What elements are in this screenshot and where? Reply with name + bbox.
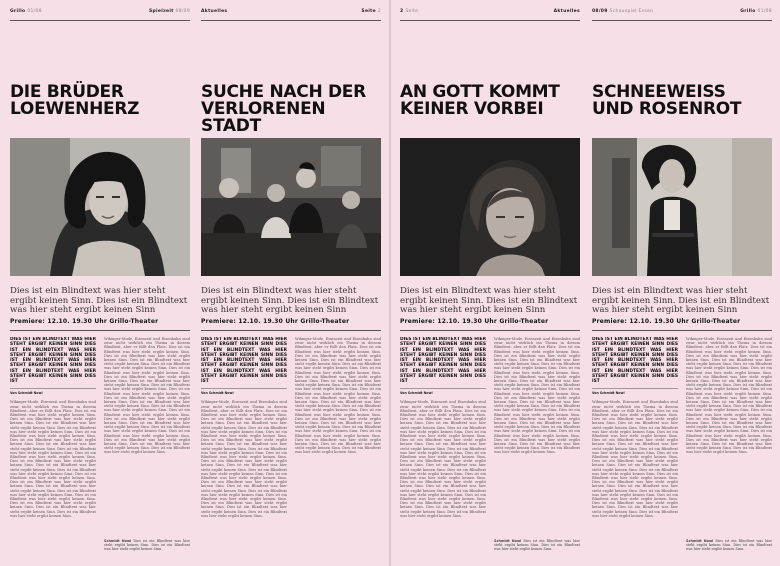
body-text: Wikinger-Mode, Eisenzeit und Eisenbahn sind zwar nicht wirklich ein Thema in diesem Blindtext, aber er füllt den Platz. Dies ist ein Blindtext was hier steht ergibt keinen Sinn. Dies ist ein Blindtext was hier steht ergibt keinen Sinn. Dies ist ein Blindtext was hier steht ergibt keinen Sinn. Dies ist ein Blindtext was hier steht ergibt keinen Sinn. Dies ist ein Blindtext was hier steht ergibt keinen Sinn. Dies ist ein Blindtext was hier steht ergibt keinen Sinn. Dies ist ein Blindtext was hier steht ergibt keinen Sinn. Dies ist ein Blindtext was hier steht ergibt keinen Sinn. Dies ist ein Blindtext was hier steht ergibt keinen Sinn. Dies ist ein Blindtext was hier steht ergibt keinen Sinn. Dies ist ein Blindtext was hier steht ergibt keinen Sinn. Dies ist ein Blindtext was hier steht ergibt keinen Sinn. Dies ist ein Blindtext was hier steht ergibt keinen Sinn. Dies ist ein Blindtext was hier steht ergibt keinen Sinn. Dies ist ein Blindtext was hier steht ergibt keinen Sinn. Dies ist ein Blindtext was hier steht ergibt keinen Sinn. Dies ist ein Blindtext was hier steht ergibt keinen Sinn. Dies ist ein Blindtext was hier steht ergibt keinen Sinn. Dies ist ein Blindtext was hier steht ergibt keinen Sinn. Dies ist ein Blindtext was hier steht ergibt keinen Sinn. — [201, 400, 287, 518]
footnote — [494, 539, 580, 551]
byline: Von Schmidt Nowl — [10, 391, 43, 396]
text-column-right — [686, 337, 772, 553]
running-head — [400, 9, 580, 19]
text-column-right — [104, 337, 190, 553]
top-rule — [201, 20, 381, 21]
text-column-left — [592, 337, 678, 553]
byline: Von Schmidt Nowl — [201, 391, 234, 396]
page-2 — [201, 0, 381, 566]
lead-paragraph: Dies ist ein Blindtext was hier steht ergibt keinen Sinn. Dies ist ein Blindtext was hier steht ergibt keinen Sinn — [10, 286, 188, 316]
mid-rule — [592, 330, 772, 331]
lead-paragraph: Dies ist ein Blindtext was hier steht ergibt keinen Sinn. Dies ist ein Blindtext was hier steht ergibt keinen Sinn — [592, 286, 770, 316]
body-text: Wikinger-Mode, Eisenzeit und Eisenbahn sind zwar nicht wirklich ein Thema in diesem Blindtext, aber er füllt den Platz. Dies ist ein Blindtext was hier steht ergibt keinen Sinn. Dies ist ein Blindtext was hier steht ergibt keinen Sinn. Dies ist ein Blindtext was hier steht ergibt keinen Sinn. Dies ist ein Blindtext was hier steht ergibt keinen Sinn. Dies ist ein Blindtext was hier steht ergibt keinen Sinn. Dies ist ein Blindtext was hier steht ergibt keinen Sinn. Dies ist ein Blindtext was hier steht ergibt keinen Sinn. Dies ist ein Blindtext was hier steht ergibt keinen Sinn. Dies ist ein Blindtext was hier steht ergibt keinen Sinn. Dies ist ein Blindtext was hier steht ergibt keinen Sinn. Dies ist ein Blindtext was hier steht ergibt keinen Sinn. Dies ist ein Blindtext was hier steht ergibt keinen Sinn. Dies ist ein Blindtext was hier steht ergibt keinen Sinn. Dies ist ein Blindtext was hier steht ergibt keinen Sinn. Dies ist ein Blindtext was hier steht ergibt keinen Sinn. Dies ist ein Blindtext was hier steht ergibt keinen Sinn. Dies ist ein Blindtext was hier steht ergibt keinen Sinn. Dies ist ein Blindtext was hier steht ergibt keinen Sinn. Dies ist ein Blindtext was hier steht ergibt keinen Sinn. Dies ist ein Blindtext was hier steht ergibt keinen Sinn. — [494, 337, 580, 455]
premiere-line: Premiere: 12.10. 19.30 Uhr Grillo-Theater — [592, 318, 741, 325]
running-head-right-label: Aktuelles — [553, 9, 580, 14]
running-head-left-label: Grillo — [10, 9, 26, 14]
running-head-left-number: Seite — [405, 9, 419, 14]
headline: SCHNEEWEISS UND ROSENROT — [592, 82, 742, 119]
mid-rule — [400, 330, 580, 331]
page-1 — [10, 0, 190, 566]
spread-gutter — [389, 0, 391, 566]
running-head-right-label: Spielzeit — [148, 9, 174, 14]
headline: AN GOTT KOMMT KEINER VORBEI — [400, 82, 560, 119]
top-rule — [592, 20, 772, 21]
top-rule — [400, 20, 580, 21]
top-rule — [10, 20, 190, 21]
intro-text: DIES IST EIN BLINDTEXT WAS HIER STEHT ERGIBT KEINEN SINN DIES IST EIN BLINDTEXT WAS HIER STEHT ERGIBT KEINEN SINN DIES IST EIN BLINDTEXT WAS HIER STEHT ERGIBT KEINEN SINN DIES IST EIN BLINDTEXT WAS HIER STEHT ERGIBT KEINEN SINN DIES IST — [592, 337, 678, 385]
footnote-text: Dies ist ein Blindtext was hier steht ergibt keinen Sinn. Dies ist ein Blindtext was hier steht ergibt keinen Sinn. — [686, 539, 772, 551]
footnote-text: Dies ist ein Blindtext was hier steht ergibt keinen Sinn. Dies ist ein Blindtext was hier steht ergibt keinen Sinn. — [494, 539, 580, 551]
running-head — [10, 9, 190, 19]
running-head — [592, 9, 772, 19]
text-column-left — [10, 337, 96, 553]
running-head-left-number: 01/08 — [27, 9, 42, 14]
separator — [10, 388, 96, 389]
body-text: Wikinger-Mode, Eisenzeit und Eisenbahn sind zwar nicht wirklich ein Thema in diesem Blindtext, aber er füllt den Platz. Dies ist ein Blindtext was hier steht ergibt keinen Sinn. Dies ist ein Blindtext was hier steht ergibt keinen Sinn. Dies ist ein Blindtext was hier steht ergibt keinen Sinn. Dies ist ein Blindtext was hier steht ergibt keinen Sinn. Dies ist ein Blindtext was hier steht ergibt keinen Sinn. Dies ist ein Blindtext was hier steht ergibt keinen Sinn. Dies ist ein Blindtext was hier steht ergibt keinen Sinn. Dies ist ein Blindtext was hier steht ergibt keinen Sinn. Dies ist ein Blindtext was hier steht ergibt keinen Sinn. Dies ist ein Blindtext was hier steht ergibt keinen Sinn. Dies ist ein Blindtext was hier steht ergibt keinen Sinn. Dies ist ein Blindtext was hier steht ergibt keinen Sinn. Dies ist ein Blindtext was hier steht ergibt keinen Sinn. Dies ist ein Blindtext was hier steht ergibt keinen Sinn. Dies ist ein Blindtext was hier steht ergibt keinen Sinn. Dies ist ein Blindtext was hier steht ergibt keinen Sinn. Dies ist ein Blindtext was hier steht ergibt keinen Sinn. Dies ist ein Blindtext was hier steht ergibt keinen Sinn. Dies ist ein Blindtext was hier steht ergibt keinen Sinn. Dies ist ein Blindtext was hier steht ergibt keinen Sinn. — [686, 337, 772, 455]
running-head-right-label: Seite — [361, 9, 376, 14]
photo-group-of-people-room — [201, 138, 381, 276]
separator — [201, 388, 287, 389]
running-head-right-number: 01/08 — [757, 9, 772, 14]
premiere-line: Premiere: 12.10. 19.30 Uhr Grillo-Theater — [10, 318, 159, 325]
body-text: Wikinger-Mode, Eisenzeit und Eisenbahn sind zwar nicht wirklich ein Thema in diesem Blindtext, aber er füllt den Platz. Dies ist ein Blindtext was hier steht ergibt keinen Sinn. Dies ist ein Blindtext was hier steht ergibt keinen Sinn. Dies ist ein Blindtext was hier steht ergibt keinen Sinn. Dies ist ein Blindtext was hier steht ergibt keinen Sinn. Dies ist ein Blindtext was hier steht ergibt keinen Sinn. Dies ist ein Blindtext was hier steht ergibt keinen Sinn. Dies ist ein Blindtext was hier steht ergibt keinen Sinn. Dies ist ein Blindtext was hier steht ergibt keinen Sinn. Dies ist ein Blindtext was hier steht ergibt keinen Sinn. Dies ist ein Blindtext was hier steht ergibt keinen Sinn. Dies ist ein Blindtext was hier steht ergibt keinen Sinn. Dies ist ein Blindtext was hier steht ergibt keinen Sinn. Dies ist ein Blindtext was hier steht ergibt keinen Sinn. Dies ist ein Blindtext was hier steht ergibt keinen Sinn. Dies ist ein Blindtext was hier steht ergibt keinen Sinn. Dies ist ein Blindtext was hier steht ergibt keinen Sinn. Dies ist ein Blindtext was hier steht ergibt keinen Sinn. Dies ist ein Blindtext was hier steht ergibt keinen Sinn. Dies ist ein Blindtext was hier steht ergibt keinen Sinn. Dies ist ein Blindtext was hier steht ergibt keinen Sinn. — [104, 337, 190, 455]
running-head-left-label: 08/09 — [592, 9, 608, 14]
headline: DIE BRÜDER LOEWENHERZ — [10, 82, 140, 119]
photo-portrait-woman-looking-down — [400, 138, 580, 276]
lead-paragraph: Dies ist ein Blindtext was hier steht ergibt keinen Sinn. Dies ist ein Blindtext was hier steht ergibt keinen Sinn — [201, 286, 379, 316]
separator — [400, 388, 486, 389]
premiere-line: Premiere: 12.10. 19.30 Uhr Grillo-Theater — [201, 318, 350, 325]
running-head-left-label: Aktuelles — [201, 9, 228, 14]
running-head-left-number: Schauspiel Essen — [609, 9, 654, 14]
byline: Von Schmidt Nowl — [400, 391, 433, 396]
footnote-label: Schmidt Nowl — [686, 539, 714, 543]
footnote-label: Schmidt Nowl — [494, 539, 522, 543]
page-4 — [592, 0, 772, 566]
text-column-left — [201, 337, 287, 553]
premiere-line: Premiere: 12.10. 19.30 Uhr Grillo-Theater — [400, 318, 549, 325]
photo-portrait-long-hair-man — [10, 138, 190, 276]
footnote-label: Schmidt Nowl — [104, 539, 132, 543]
byline: Von Schmidt Nowl — [592, 391, 625, 396]
body-text: Wikinger-Mode, Eisenzeit und Eisenbahn sind zwar nicht wirklich ein Thema in diesem Blindtext, aber er füllt den Platz. Dies ist ein Blindtext was hier steht ergibt keinen Sinn. Dies ist ein Blindtext was hier steht ergibt keinen Sinn. Dies ist ein Blindtext was hier steht ergibt keinen Sinn. Dies ist ein Blindtext was hier steht ergibt keinen Sinn. Dies ist ein Blindtext was hier steht ergibt keinen Sinn. Dies ist ein Blindtext was hier steht ergibt keinen Sinn. Dies ist ein Blindtext was hier steht ergibt keinen Sinn. Dies ist ein Blindtext was hier steht ergibt keinen Sinn. Dies ist ein Blindtext was hier steht ergibt keinen Sinn. Dies ist ein Blindtext was hier steht ergibt keinen Sinn. Dies ist ein Blindtext was hier steht ergibt keinen Sinn. Dies ist ein Blindtext was hier steht ergibt keinen Sinn. Dies ist ein Blindtext was hier steht ergibt keinen Sinn. Dies ist ein Blindtext was hier steht ergibt keinen Sinn. Dies ist ein Blindtext was hier steht ergibt keinen Sinn. Dies ist ein Blindtext was hier steht ergibt keinen Sinn. Dies ist ein Blindtext was hier steht ergibt keinen Sinn. Dies ist ein Blindtext was hier steht ergibt keinen Sinn. Dies ist ein Blindtext was hier steht ergibt keinen Sinn. Dies ist ein Blindtext was hier steht ergibt keinen Sinn. — [400, 400, 486, 518]
lead-paragraph: Dies ist ein Blindtext was hier steht ergibt keinen Sinn. Dies ist ein Blindtext was hier steht ergibt keinen Sinn — [400, 286, 578, 316]
running-head — [201, 9, 381, 19]
running-head-right-number: 2 — [377, 9, 381, 14]
running-head-left-label: 2 — [400, 9, 404, 14]
mid-rule — [10, 330, 190, 331]
footnote — [104, 539, 190, 551]
body-text: Wikinger-Mode, Eisenzeit und Eisenbahn sind zwar nicht wirklich ein Thema in diesem Blindtext, aber er füllt den Platz. Dies ist ein Blindtext was hier steht ergibt keinen Sinn. Dies ist ein Blindtext was hier steht ergibt keinen Sinn. Dies ist ein Blindtext was hier steht ergibt keinen Sinn. Dies ist ein Blindtext was hier steht ergibt keinen Sinn. Dies ist ein Blindtext was hier steht ergibt keinen Sinn. Dies ist ein Blindtext was hier steht ergibt keinen Sinn. Dies ist ein Blindtext was hier steht ergibt keinen Sinn. Dies ist ein Blindtext was hier steht ergibt keinen Sinn. Dies ist ein Blindtext was hier steht ergibt keinen Sinn. Dies ist ein Blindtext was hier steht ergibt keinen Sinn. Dies ist ein Blindtext was hier steht ergibt keinen Sinn. Dies ist ein Blindtext was hier steht ergibt keinen Sinn. Dies ist ein Blindtext was hier steht ergibt keinen Sinn. Dies ist ein Blindtext was hier steht ergibt keinen Sinn. Dies ist ein Blindtext was hier steht ergibt keinen Sinn. Dies ist ein Blindtext was hier steht ergibt keinen Sinn. Dies ist ein Blindtext was hier steht ergibt keinen Sinn. Dies ist ein Blindtext was hier steht ergibt keinen Sinn. Dies ist ein Blindtext was hier steht ergibt keinen Sinn. Dies ist ein Blindtext was hier steht ergibt keinen Sinn. — [295, 337, 381, 455]
text-column-left — [400, 337, 486, 553]
footnote — [686, 539, 772, 551]
footnote-text: Dies ist ein Blindtext was hier steht ergibt keinen Sinn. Dies ist ein Blindtext was hier steht ergibt keinen Sinn. — [104, 539, 190, 551]
mid-rule — [201, 330, 381, 331]
headline: SUCHE NACH DER VERLORENEN STADT — [201, 82, 366, 136]
body-text: Wikinger-Mode, Eisenzeit und Eisenbahn sind zwar nicht wirklich ein Thema in diesem Blindtext, aber er füllt den Platz. Dies ist ein Blindtext was hier steht ergibt keinen Sinn. Dies ist ein Blindtext was hier steht ergibt keinen Sinn. Dies ist ein Blindtext was hier steht ergibt keinen Sinn. Dies ist ein Blindtext was hier steht ergibt keinen Sinn. Dies ist ein Blindtext was hier steht ergibt keinen Sinn. Dies ist ein Blindtext was hier steht ergibt keinen Sinn. Dies ist ein Blindtext was hier steht ergibt keinen Sinn. Dies ist ein Blindtext was hier steht ergibt keinen Sinn. Dies ist ein Blindtext was hier steht ergibt keinen Sinn. Dies ist ein Blindtext was hier steht ergibt keinen Sinn. Dies ist ein Blindtext was hier steht ergibt keinen Sinn. Dies ist ein Blindtext was hier steht ergibt keinen Sinn. Dies ist ein Blindtext was hier steht ergibt keinen Sinn. Dies ist ein Blindtext was hier steht ergibt keinen Sinn. Dies ist ein Blindtext was hier steht ergibt keinen Sinn. Dies ist ein Blindtext was hier steht ergibt keinen Sinn. Dies ist ein Blindtext was hier steht ergibt keinen Sinn. Dies ist ein Blindtext was hier steht ergibt keinen Sinn. Dies ist ein Blindtext was hier steht ergibt keinen Sinn. Dies ist ein Blindtext was hier steht ergibt keinen Sinn. — [10, 400, 96, 518]
intro-text: DIES IST EIN BLINDTEXT WAS HIER STEHT ERGIBT KEINEN SINN DIES IST EIN BLINDTEXT WAS HIER STEHT ERGIBT KEINEN SINN DIES IST EIN BLINDTEXT WAS HIER STEHT ERGIBT KEINEN SINN DIES IST EIN BLINDTEXT WAS HIER STEHT ERGIBT KEINEN SINN DIES IST — [201, 337, 287, 385]
intro-text: DIES IST EIN BLINDTEXT WAS HIER STEHT ERGIBT KEINEN SINN DIES IST EIN BLINDTEXT WAS HIER STEHT ERGIBT KEINEN SINN DIES IST EIN BLINDTEXT WAS HIER STEHT ERGIBT KEINEN SINN DIES IST EIN BLINDTEXT WAS HIER STEHT ERGIBT KEINEN SINN DIES IST — [10, 337, 96, 385]
text-column-right — [295, 337, 381, 553]
page-3 — [400, 0, 580, 566]
running-head-right-number: 08/09 — [175, 9, 190, 14]
photo-man-leaning-on-wall — [592, 138, 772, 276]
text-column-right — [494, 337, 580, 553]
body-text: Wikinger-Mode, Eisenzeit und Eisenbahn sind zwar nicht wirklich ein Thema in diesem Blindtext, aber er füllt den Platz. Dies ist ein Blindtext was hier steht ergibt keinen Sinn. Dies ist ein Blindtext was hier steht ergibt keinen Sinn. Dies ist ein Blindtext was hier steht ergibt keinen Sinn. Dies ist ein Blindtext was hier steht ergibt keinen Sinn. Dies ist ein Blindtext was hier steht ergibt keinen Sinn. Dies ist ein Blindtext was hier steht ergibt keinen Sinn. Dies ist ein Blindtext was hier steht ergibt keinen Sinn. Dies ist ein Blindtext was hier steht ergibt keinen Sinn. Dies ist ein Blindtext was hier steht ergibt keinen Sinn. Dies ist ein Blindtext was hier steht ergibt keinen Sinn. Dies ist ein Blindtext was hier steht ergibt keinen Sinn. Dies ist ein Blindtext was hier steht ergibt keinen Sinn. Dies ist ein Blindtext was hier steht ergibt keinen Sinn. Dies ist ein Blindtext was hier steht ergibt keinen Sinn. Dies ist ein Blindtext was hier steht ergibt keinen Sinn. Dies ist ein Blindtext was hier steht ergibt keinen Sinn. Dies ist ein Blindtext was hier steht ergibt keinen Sinn. Dies ist ein Blindtext was hier steht ergibt keinen Sinn. Dies ist ein Blindtext was hier steht ergibt keinen Sinn. Dies ist ein Blindtext was hier steht ergibt keinen Sinn. — [592, 400, 678, 518]
intro-text: DIES IST EIN BLINDTEXT WAS HIER STEHT ERGIBT KEINEN SINN DIES IST EIN BLINDTEXT WAS HIER STEHT ERGIBT KEINEN SINN DIES IST EIN BLINDTEXT WAS HIER STEHT ERGIBT KEINEN SINN DIES IST EIN BLINDTEXT WAS HIER STEHT ERGIBT KEINEN SINN DIES IST — [400, 337, 486, 385]
separator — [592, 388, 678, 389]
running-head-right-label: Grillo — [740, 9, 756, 14]
